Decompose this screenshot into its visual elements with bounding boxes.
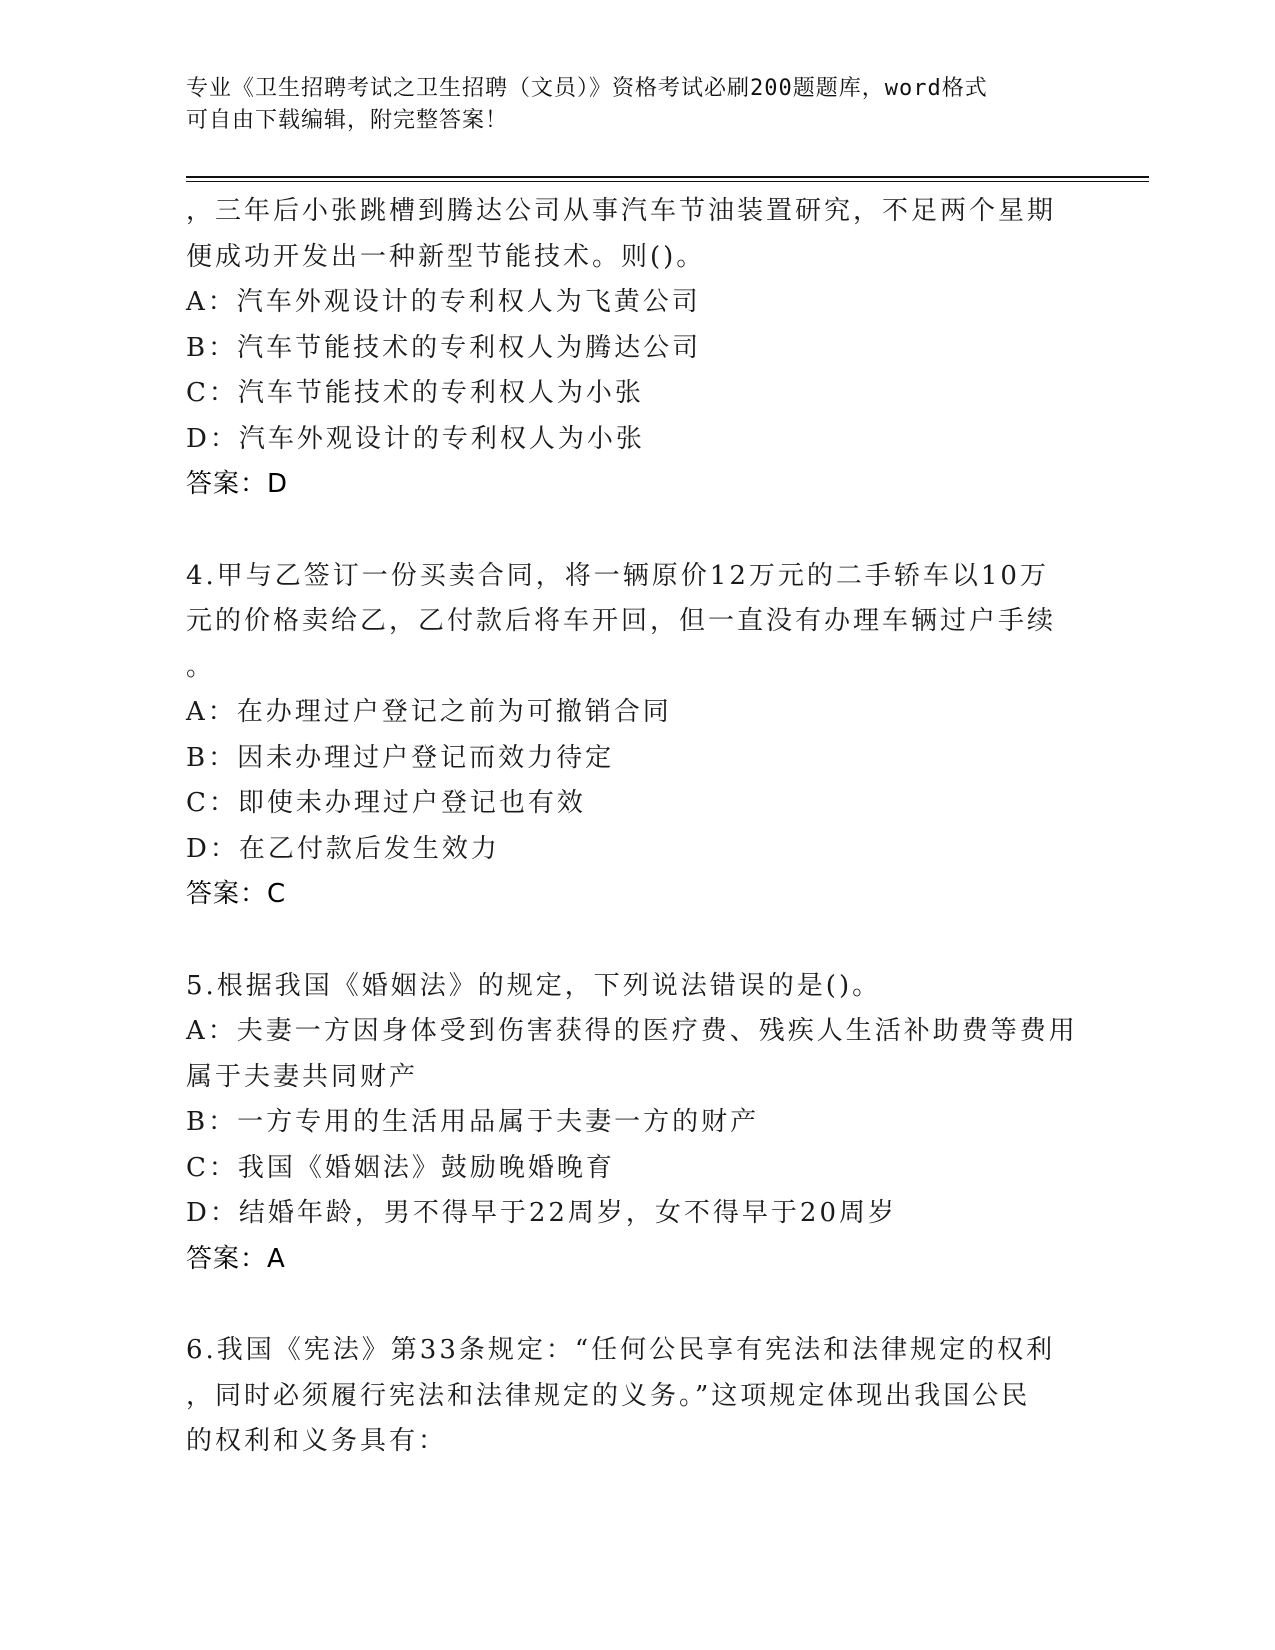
option-c: C：我国《婚姻法》鼓励晚婚晚育 — [186, 1152, 615, 1183]
option-a-continuation: 属于夫妻共同财产 — [186, 1061, 419, 1092]
answer-line: 答案：C — [186, 879, 287, 909]
option-d: D：汽车外观设计的专利权人为小张 — [186, 423, 645, 454]
option-b: B：汽车节能技术的专利权人为腾达公司 — [186, 332, 702, 363]
option-a: A：汽车外观设计的专利权人为飞黄公司 — [186, 287, 701, 317]
option-a: A：夫妻一方因身体受到伤害获得的医疗费、残疾人生活补助费等费用 — [186, 1016, 1078, 1046]
question-stem-line: 便成功开发出一种新型节能技术。则()。 — [186, 241, 706, 272]
answer-line: 答案：A — [186, 1243, 286, 1274]
option-a: A：在办理过户登记之前为可撤销合同 — [186, 697, 672, 727]
question-4 — [186, 554, 1066, 918]
question-stem-line: 的权利和义务具有： — [186, 1426, 448, 1456]
answer-line: 答案：D — [186, 469, 289, 499]
option-c: C：即使未办理过户登记也有效 — [186, 788, 586, 818]
header-line-2: 可自由下载编辑，附完整答案！ — [186, 108, 509, 133]
question-6 — [186, 1328, 1066, 1465]
question-5 — [186, 964, 1078, 1283]
question-stem-line: 5.根据我国《婚姻法》的规定，下列说法错误的是()。 — [186, 970, 882, 1001]
document-header — [186, 73, 1066, 137]
question-stem-line: ，同时必须履行宪法和法律规定的义务。”这项规定体现出我国公民 — [186, 1380, 1031, 1411]
option-d: D：在乙付款后发生效力 — [186, 833, 500, 864]
question-stem-line: 4.甲与乙签订一份买卖合同，将一辆原价12万元的二手轿车以10万 — [186, 560, 1049, 591]
question-stem-line: 。 — [186, 651, 216, 682]
question-list — [186, 189, 1078, 1465]
question-stem-line: 6.我国《宪法》第33条规定：“任何公民享有宪法和法律规定的权利 — [186, 1335, 1056, 1365]
question-stem-line: ，三年后小张跳槽到腾达公司从事汽车节油装置研究，不足两个星期 — [186, 196, 1057, 226]
header-divider-thick — [186, 176, 1149, 178]
option-b: B：一方专用的生活用品属于夫妻一方的财产 — [186, 1107, 760, 1137]
question-3 — [186, 189, 1066, 508]
option-b: B：因未办理过户登记而效力待定 — [186, 742, 615, 773]
option-c: C：汽车节能技术的专利权人为小张 — [186, 378, 644, 408]
header-line-1: 专业《卫生招聘考试之卫生招聘（文员）》资格考试必刷200题题库，word格式 — [186, 76, 988, 101]
option-d: D：结婚年龄，男不得早于22周岁，女不得早于20周岁 — [186, 1198, 898, 1228]
question-stem-line: 元的价格卖给乙，乙付款后将车开回，但一直没有办理车辆过户手续 — [186, 606, 1057, 636]
header-divider-thin — [186, 181, 1149, 182]
